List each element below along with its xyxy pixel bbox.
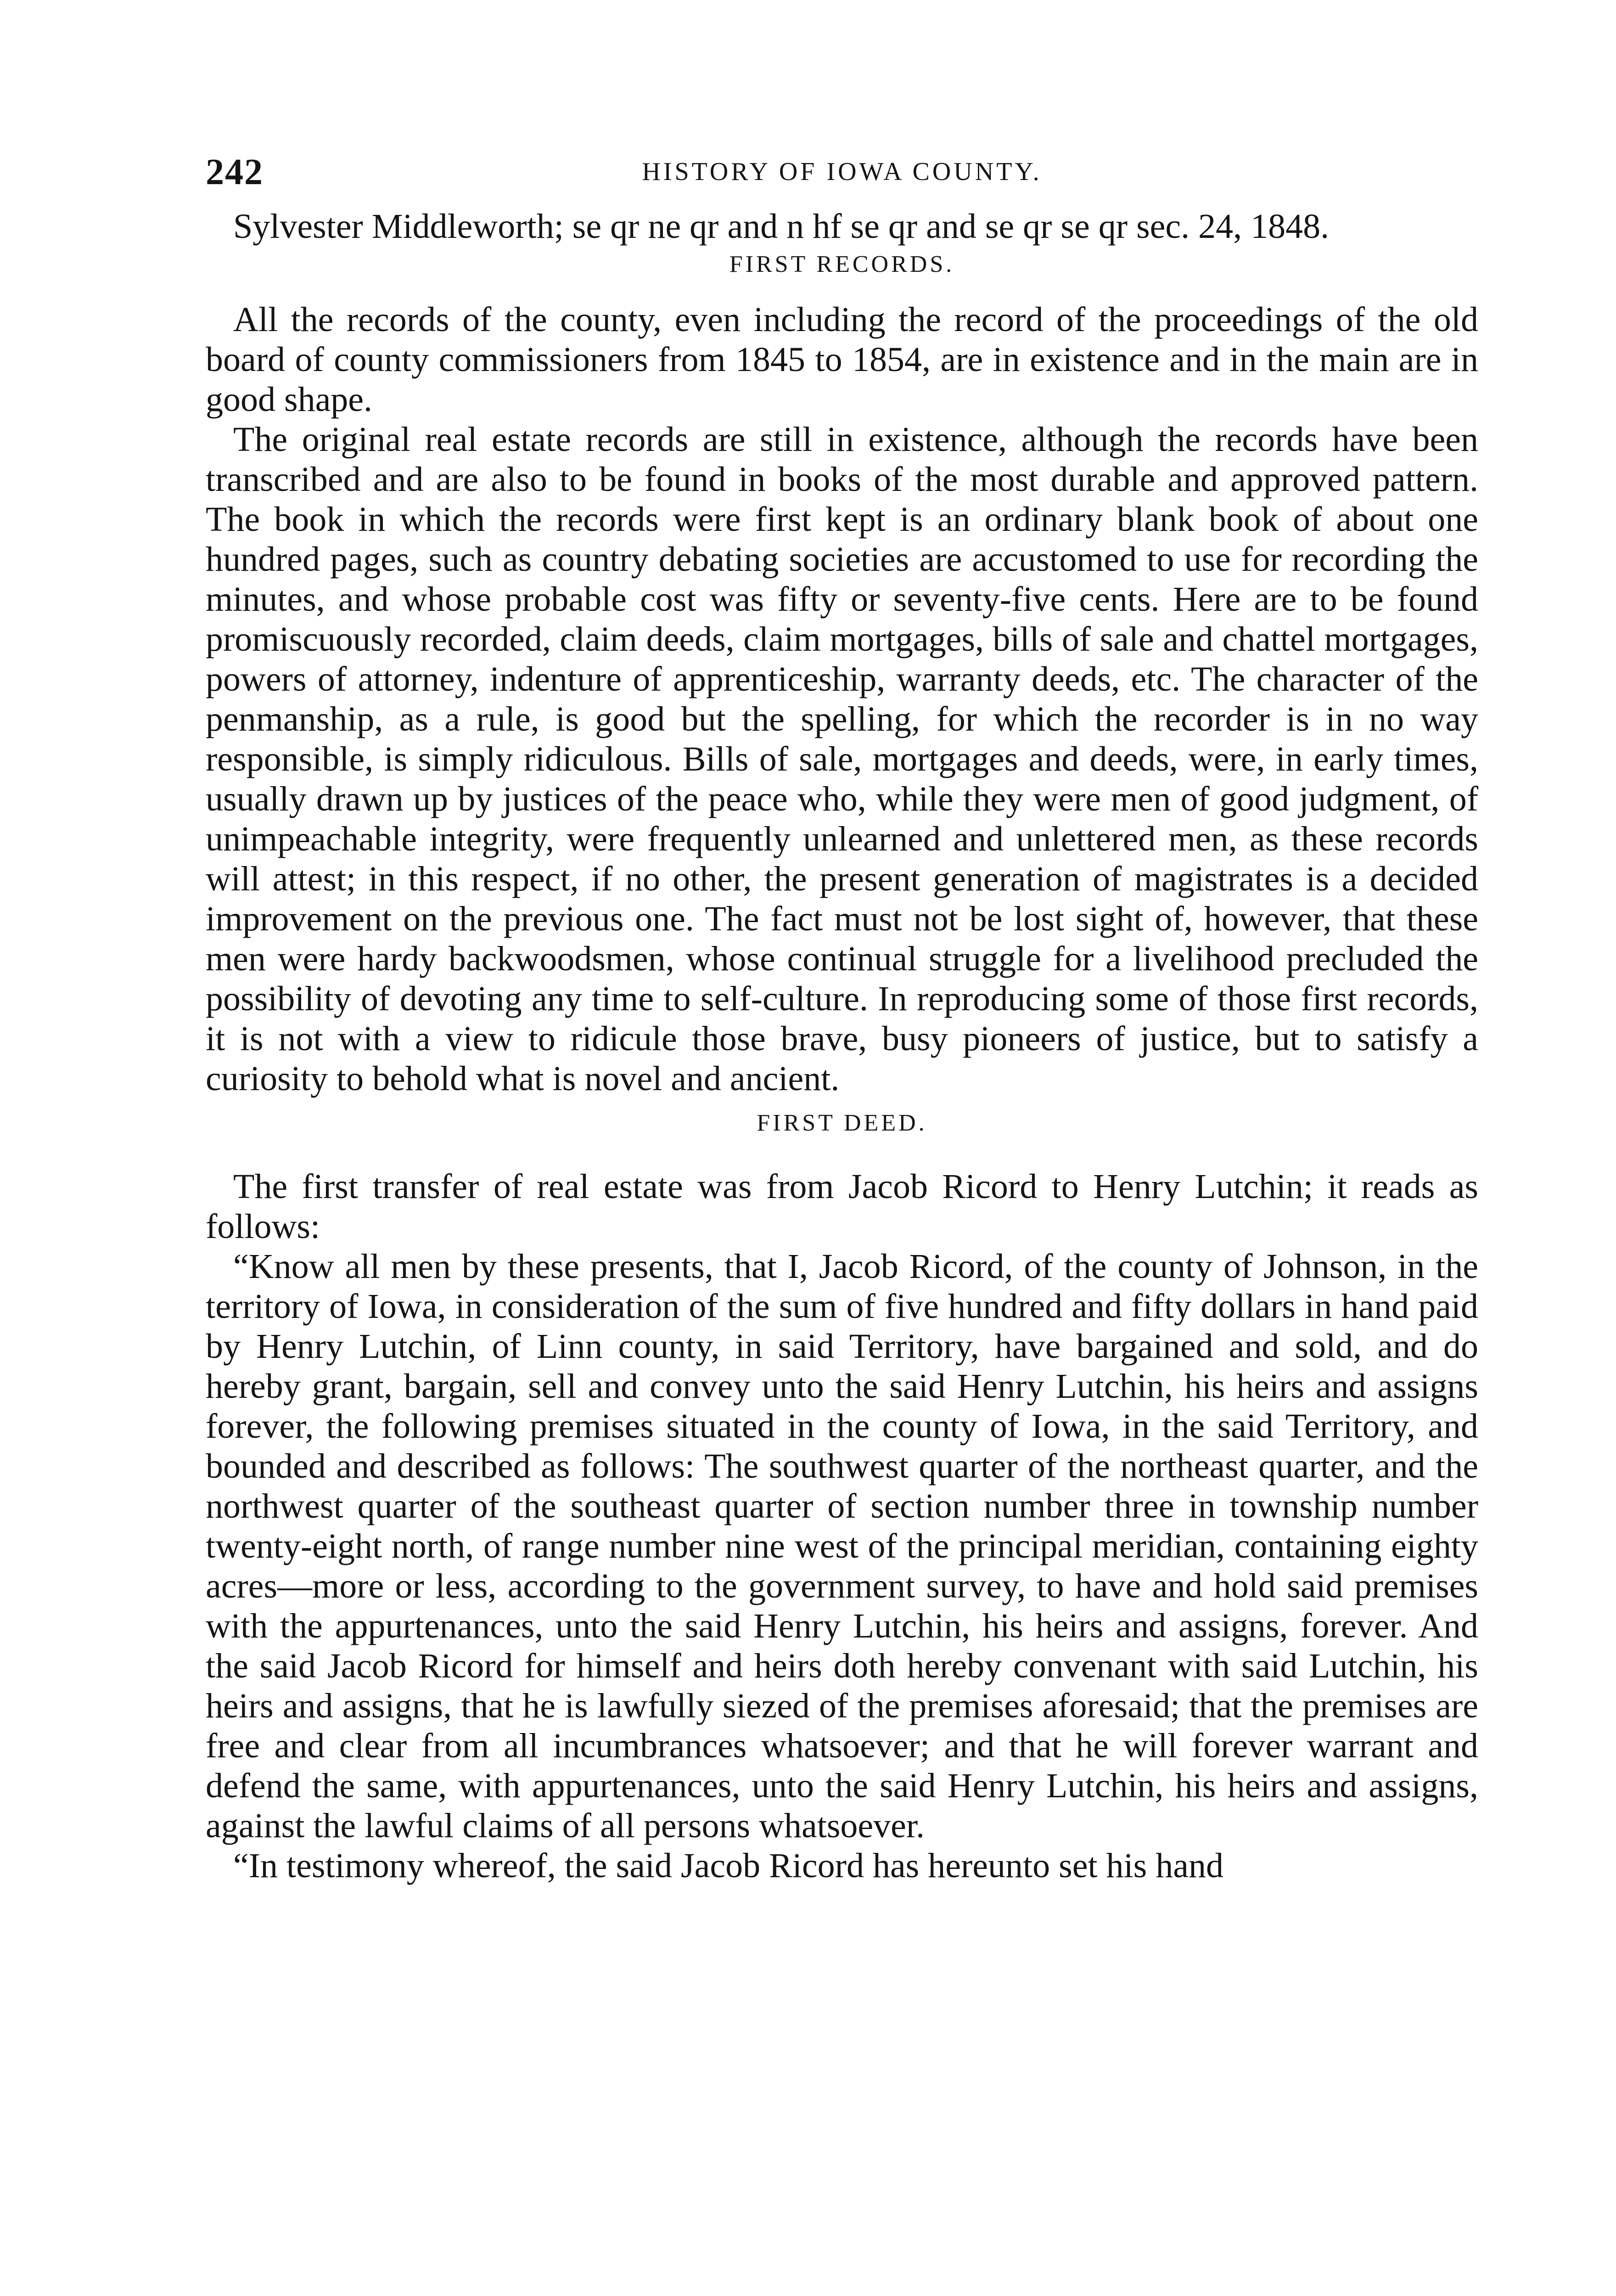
deed-intro-paragraph: The first transfer of real estate was from Jacob Ricord to Henry Lutchin; it reads as follows: (206, 1167, 1478, 1246)
testimony-paragraph: “In testimony whereof, the said Jacob Ricord has hereunto set his hand (233, 1846, 1223, 1885)
records-paragraph-2: The original real estate records are still in existence, although the records have been transcribed and are also to be found in books of the most durable and approved pattern. The book in which the records were first kept is an ordinary blank book of about one hundred pages, such as country debating societies are accustomed to use for recording the minutes, and whose probable cost was fifty or seventy-five cents. Here are to be found promiscuously recorded, claim deeds, claim mortgages, bills of sale and chattel mortgages, powers of attorney, indenture of apprenticeship, warranty deeds, etc. The character of the penmanship, as a rule, is good but the spelling, for which the recorder is in no way responsible, is simply ridiculous. Bills of sale, mortgages and deeds, were, in early times, usually drawn up by justices of the peace who, while they were men of good judgment, of unimpeachable integrity, were frequently unlearned and unlettered men, as these records will attest; in this respect, if no other, the present generation of magistrates is a decided improvement on the previous one. The fact must not be lost sight of, however, that these men were hardy backwoodsmen, whose continual struggle for a livelihood precluded the possibility of devoting any time to self-culture. In reproducing some of those first records, it is not with a view to ridicule those brave, busy pioneers of justice, but to satisfy a curiosity to behold what is novel and ancient. (206, 420, 1478, 1098)
page-header (206, 152, 1478, 207)
records-paragraph-1: All the records of the county, even including the record of the proceedings of the old board of county commissioners from 1845 to 1854, are in existence and in the main are in good shape. (206, 300, 1478, 419)
running-title: HISTORY OF IOWA COUNTY. (642, 158, 1042, 186)
heading-first-deed: FIRST DEED. (757, 1110, 927, 1136)
deed-quote-paragraph: “Know all men by these presents, that I, Jacob Ricord, of the county of Johnson, in the territory of Iowa, in consideration of the sum of five hundred and fifty dollars in hand paid by Henry Lutchin, of Linn county, in said Territory, have bargained and sold, and do hereby grant, bargain, sell and convey unto the said Henry Lutchin, his heirs and assigns forever, the following premises situated in the county of Iowa, in the said Territory, and bounded and described as follows: The southwest quarter of the northeast quarter, and the northwest quarter of the southeast quarter of section number three in township number twenty-eight north, of range number nine west of the principal meridian, containing eighty acres—more or less, according to the government survey, to have and hold said premises with the appurtenances, unto the said Henry Lutchin, his heirs and assigns, forever. And the said Jacob Ricord for himself and heirs doth hereby convenant with said Lutchin, his heirs and assigns, that he is lawfully siezed of the premises aforesaid; that the premises are free and clear from all incumbrances whatsoever; and that he will forever warrant and defend the same, with appurtenances, unto the said Henry Lutchin, his heirs and assigns, against the lawful claims of all persons whatsoever. (206, 1247, 1478, 1845)
heading-first-records: FIRST RECORDS. (729, 251, 955, 277)
continuation-paragraph: Sylvester Middleworth; se qr ne qr and n hf se qr and se qr se qr sec. 24, 1848. (233, 207, 1330, 246)
page-number: 242 (206, 152, 264, 192)
document-page (206, 152, 1478, 1886)
